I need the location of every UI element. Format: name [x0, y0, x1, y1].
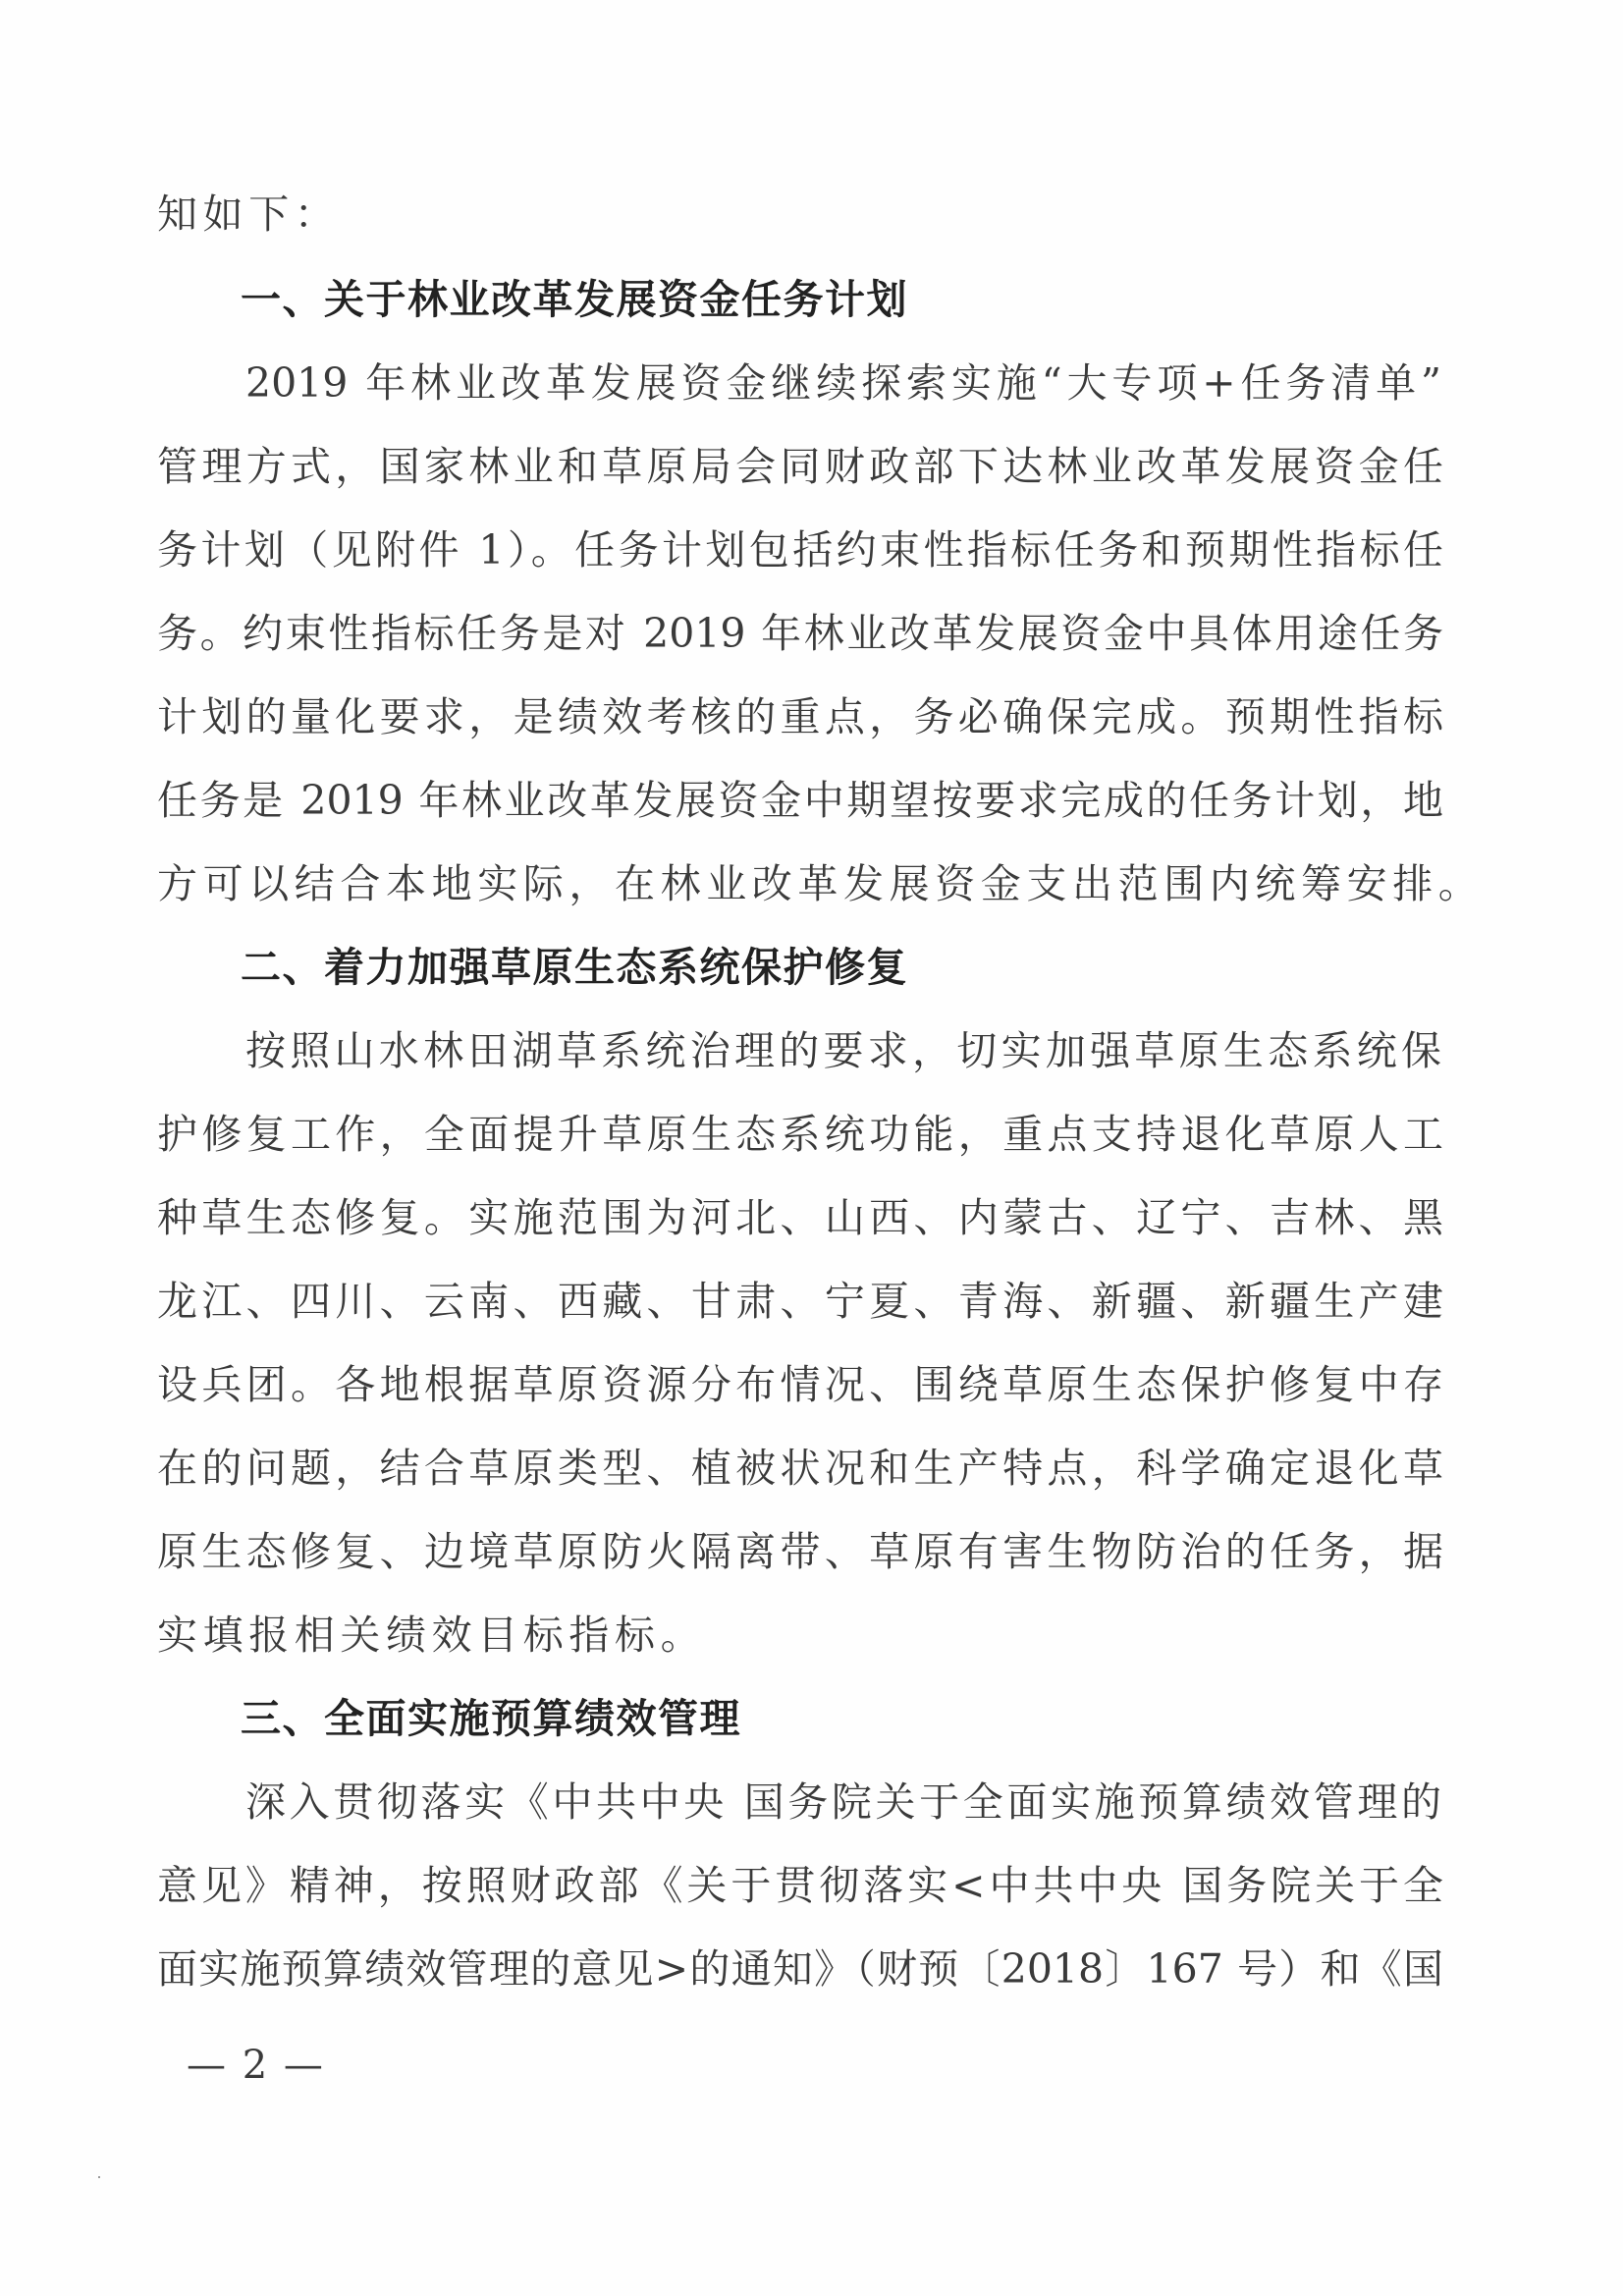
section-1-line-5: 计划的量化要求，是绩效考核的重点，务必确保完成。预期性指标 [157, 693, 1443, 740]
section-2-line-1: 按照山水林田湖草系统治理的要求，切实加强草原生态系统保 [245, 1027, 1441, 1074]
section-1-line-1: 2019 年林业改革发展资金继续探索实施“大专项+任务清单” [245, 359, 1441, 407]
scan-speck [98, 2176, 100, 2178]
section-2-line-2: 护修复工作，全面提升草原生态系统功能，重点支持退化草原人工 [157, 1111, 1443, 1158]
section-3-line-1: 深入贯彻落实《中共中央 国务院关于全面实施预算绩效管理的 [245, 1778, 1441, 1826]
section-1-line-4: 务。约束性指标任务是对 2019 年林业改革发展资金中具体用途任务 [157, 610, 1443, 657]
page-number: — 2 — [187, 2043, 325, 2088]
section-2-line-6: 在的问题，结合草原类型、植被状况和生产特点，科学确定退化草 [157, 1445, 1443, 1492]
section-2-line-5: 设兵团。各地根据草原资源分布情况、围绕草原生态保护修复中存 [157, 1361, 1443, 1408]
section-2-line-3: 种草生态修复。实施范围为河北、山西、内蒙古、辽宁、吉林、黑 [157, 1194, 1443, 1241]
section-2-line-7: 原生态修复、边境草原防火隔离带、草原有害生物防治的任务，据 [157, 1528, 1443, 1575]
intro-line: 知如下： [157, 191, 341, 238]
section-1-line-6: 任务是 2019 年林业改革发展资金中期望按要求完成的任务计划，地 [157, 777, 1443, 824]
section-3-line-3: 面实施预算绩效管理的意见>的通知》（财预〔2018〕167 号）和《国 [157, 1945, 1443, 1993]
section-1-line-2: 管理方式，国家林业和草原局会同财政部下达林业改革发展资金任 [157, 443, 1443, 490]
section-1-heading: 一、关于林业改革发展资金任务计划 [241, 276, 908, 323]
section-1-line-7: 方可以结合本地实际，在林业改革发展资金支出范围内统筹安排。 [157, 860, 1485, 907]
section-3-line-2: 意见》精神，按照财政部《关于贯彻落实<中共中央 国务院关于全 [157, 1862, 1443, 1909]
section-3-heading: 三、全面实施预算绩效管理 [241, 1695, 741, 1742]
section-2-line-4: 龙江、四川、云南、西藏、甘肃、宁夏、青海、新疆、新疆生产建 [157, 1278, 1443, 1325]
section-2-line-8: 实填报相关绩效目标指标。 [157, 1612, 707, 1659]
section-1-line-3: 务计划（见附件 1）。任务计划包括约束性指标任务和预期性指标任 [157, 526, 1443, 574]
section-2-heading: 二、着力加强草原生态系统保护修复 [241, 944, 908, 991]
